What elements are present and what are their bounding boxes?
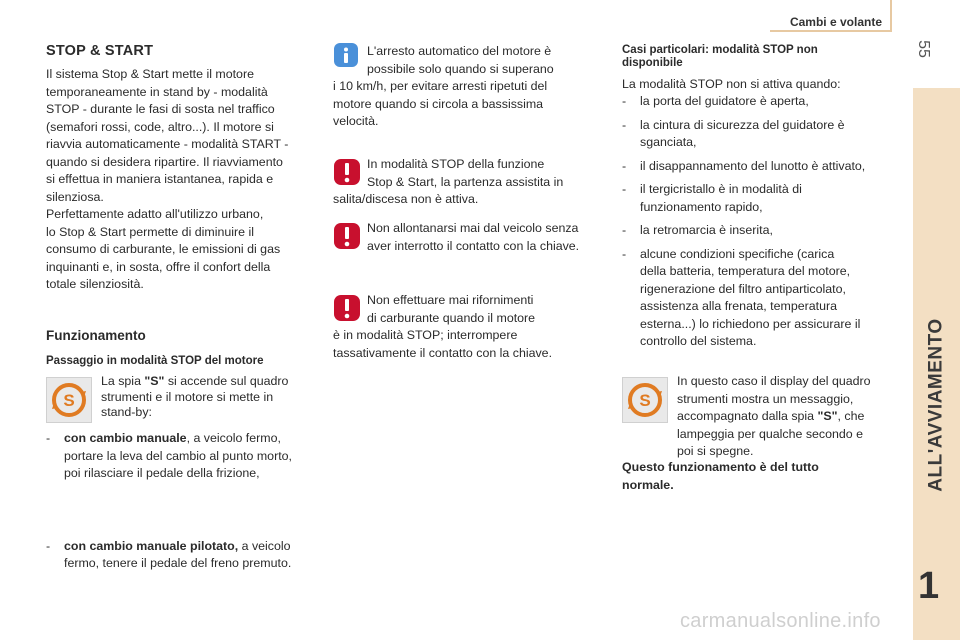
svg-text:S: S (63, 391, 75, 410)
list-item-line: controllo del sistema. (640, 334, 757, 348)
bullet-text: a veicolo (238, 538, 291, 553)
bullet-dash: - (46, 538, 51, 553)
warning-line: aver interrotto il contatto con la chiave. (367, 238, 580, 253)
spia-text-pre: La spia (101, 374, 145, 388)
list-item: - il tergicristallo è in modalità di funzionamento rapido, (622, 181, 907, 216)
svg-text:S: S (639, 391, 651, 410)
list-item-line: la porta del guidatore è aperta, (640, 94, 809, 108)
info-line: velocità. (333, 114, 379, 128)
info-line: motore quando si circola a bassissima (333, 96, 544, 111)
warning-line: tassativamente il contatto con la chiave. (333, 345, 553, 360)
bullet-line: fermo, tenere il pedale del freno premuto. (64, 556, 292, 570)
info-line: L'arresto automatico del motore è (367, 44, 552, 58)
info-paragraph (333, 43, 603, 131)
warning-line: Stop & Start, la partenza assistita in (367, 174, 564, 189)
chapter-title: Cambi e volante (789, 15, 882, 29)
intro-line: silenziosa. (46, 189, 104, 204)
bullet-dash: - (46, 431, 51, 445)
list-item-line: funzionamento rapido, (640, 199, 763, 214)
intro-line: Il sistema Stop & Start mette il motore (46, 67, 254, 81)
bullet-bold-text: con cambio manuale pilotato, (64, 538, 239, 553)
list-item-line: il tergicristallo è in modalità di (640, 182, 802, 196)
intro-line: inquinanti e, in sosta, offre il confort della (46, 259, 271, 274)
special-cases-title-line: disponibile (622, 57, 683, 69)
side-tab-text: ALL'AVVIAMENTO (925, 318, 947, 492)
bullet-text: , a veicolo fermo, (186, 431, 281, 445)
list-item-line: sganciata, (640, 135, 697, 149)
side-tab-label (913, 255, 960, 555)
list-item: - la cintura di sicurezza del guidatore è sganciata, (622, 117, 907, 152)
intro-paragraph (46, 66, 316, 294)
special-cases-intro: La modalità STOP non si attiva quando: (622, 77, 841, 91)
list-item: - il disappannamento del lunotto è attivato, (622, 158, 907, 176)
watermark: carmanualsonline.info (680, 610, 881, 632)
display-text-pre: accompagnato dalla spia (677, 409, 818, 423)
stop-start-indicator-icon (622, 377, 668, 423)
warning-icon (333, 222, 361, 255)
list-item: - la porta del guidatore è aperta, (622, 93, 907, 111)
list-item-line: alcune condizioni specifiche (carica (640, 246, 835, 261)
display-s-symbol: "S" (817, 409, 838, 423)
display-line: lampeggia per qualche secondo e (677, 426, 863, 441)
intro-line: consumo di carburante, le emissioni di gas (46, 242, 281, 256)
special-cases-title-line: Casi particolari: modalità STOP non (622, 44, 818, 56)
intro-line: riavvia automaticamente - modalità START - (46, 137, 289, 151)
section-title-funzionamento: Funzionamento (46, 328, 146, 343)
intro-line: temporaneamente in stand by - modalità (46, 84, 268, 99)
warning-refuel-paragraph (333, 292, 603, 362)
warning-assist-paragraph (333, 156, 603, 209)
note-line: Questo funzionamento è del tutto (622, 460, 819, 474)
warning-line: Non allontanarsi mai dal veicolo senza (367, 221, 579, 235)
section-title-stop-start: STOP & START (46, 43, 154, 59)
list-item-line: rigenerazione del filtro antiparticolato, (640, 281, 846, 296)
list-item-line: il disappannamento del lunotto è attivato, (640, 158, 866, 173)
spia-text-post: si accende sul quadro (164, 374, 289, 388)
special-cases-list (622, 93, 907, 351)
stop-start-icon-graphic (623, 378, 667, 422)
warning-line: di carburante quando il motore (367, 310, 536, 325)
display-text-post: , che (837, 409, 865, 423)
subsection-title: Passaggio in modalità STOP del motore (46, 355, 264, 367)
display-line: poi si spegne. (677, 444, 754, 458)
bullet-line: portare la leva del cambio al punto morto, (64, 448, 292, 463)
stop-start-indicator-icon (46, 377, 92, 423)
display-line: strumenti mostra un messaggio, (677, 391, 854, 406)
bullet-bold-text: con cambio manuale (64, 431, 187, 445)
intro-line: STOP - durante le fasi di sosta nel traffico (46, 102, 275, 116)
warning-line: In modalità STOP della funzione (367, 157, 545, 171)
list-item-line: della batteria, temperatura del motore, (640, 264, 851, 278)
stop-start-icon-graphic (47, 378, 91, 422)
intro-line: Perfettamente adatto all'utilizzo urbano, (46, 207, 264, 221)
normal-operation-note (622, 459, 882, 494)
list-item-line: esterna...) lo richiedono per assicurare il (640, 316, 861, 331)
note-line: normale. (622, 477, 674, 492)
intro-line: totale silenziosità. (46, 277, 144, 291)
bullet-line: poi rilasciare il pedale della frizione, (64, 466, 260, 480)
warning-line: salita/discesa non è attiva. (333, 192, 479, 206)
list-item: - alcune condizioni specifiche (carica della batteria, temperatura del motore, rigenerazione del filtro antiparticolato, assistenza alla frenata, temperatura esterna...) lo richiedono per assicurare il controllo del sistema. (622, 246, 907, 351)
spia-line: strumenti e il motore si mette in (101, 389, 274, 404)
list-item: - la retromarcia è inserita, (622, 222, 907, 240)
warning-line: è in modalità STOP; interrompere (333, 328, 518, 342)
display-line: In questo caso il display del quadro (677, 374, 871, 388)
list-item-line: assistenza alla frenata, temperatura (640, 299, 837, 313)
spia-paragraph (101, 374, 321, 421)
warning-icon-graphic (333, 222, 361, 250)
info-line: possibile solo quando si superano (367, 61, 554, 76)
page-number: 55 (915, 40, 932, 58)
spia-s-symbol: "S" (144, 374, 165, 388)
spia-line: stand-by: (101, 405, 152, 419)
intro-line: lo Stop & Start permette di diminuire il (46, 224, 254, 239)
bullet-piloted-gearbox (46, 538, 344, 573)
intro-line: quando si desidera ripartire. Il riavviamento (46, 154, 283, 169)
chapter-number: 1 (918, 565, 940, 607)
list-item-line: la cintura di sicurezza del guidatore è (640, 117, 845, 132)
warning-line: Non effettuare mai rifornimenti (367, 293, 534, 307)
warning-leave-paragraph (367, 220, 607, 255)
bullet-manual-gearbox (46, 430, 344, 483)
intro-line: (semafori rossi, code, altro...). Il motore si (46, 119, 274, 134)
special-cases-title (622, 44, 882, 70)
display-paragraph (677, 373, 902, 461)
list-item-line: la retromarcia è inserita, (640, 223, 773, 237)
intro-line: si effettua in maniera istantanea, rapida e (46, 172, 274, 186)
info-line: i 10 km/h, per evitare arresti ripetuti del (333, 79, 548, 93)
